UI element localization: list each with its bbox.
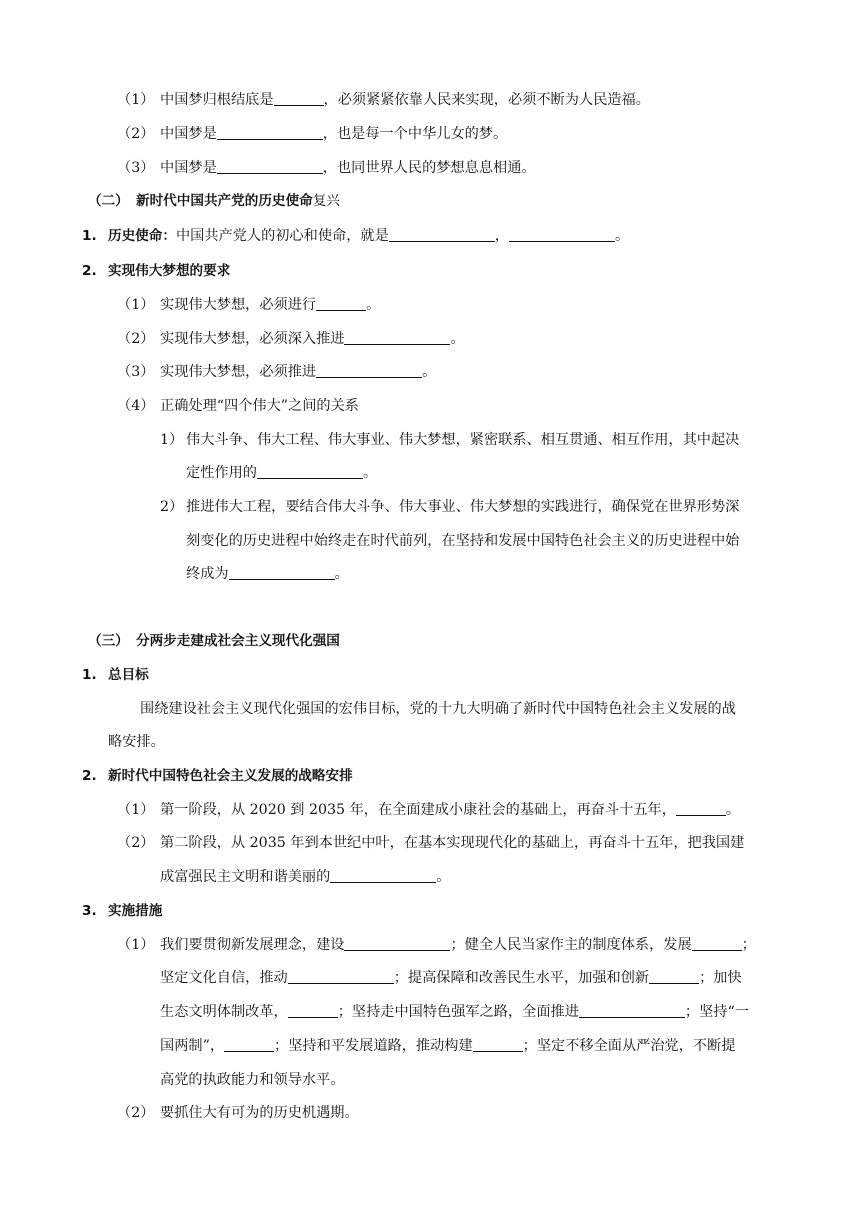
heading-title: 总目标 [108, 667, 149, 683]
item-4 [117, 295, 380, 315]
sub-item-text: 定性作用的 [186, 465, 257, 481]
sub-item-1-cont [186, 463, 377, 483]
fill-in-blank[interactable] [692, 936, 742, 951]
item-text: 。 [450, 331, 465, 347]
item-text: 第一阶段，从 2020 到 2035 年，在全面建成小康社会的基础上，再奋斗十五年， [160, 802, 676, 818]
item-measures-2 [117, 1103, 359, 1123]
fill-in-blank[interactable] [288, 969, 394, 984]
heading-text: 。 [615, 228, 630, 244]
item-measures-1-cont [160, 1002, 749, 1022]
item-number: （2） [117, 331, 155, 347]
heading-number: 3. [82, 903, 97, 919]
fill-in-blank[interactable] [344, 330, 450, 345]
item-measures-1-cont [160, 1070, 344, 1090]
fill-in-blank[interactable] [579, 1003, 685, 1018]
heading-text: 中国共产党人的初心和使命，就是 [175, 228, 389, 244]
fill-in-blank[interactable] [509, 227, 615, 242]
item-text: ；提高保障和改善民生水平，加强和创新 [393, 970, 650, 986]
item-stage-2 [117, 833, 744, 853]
sub-item-text: 。 [334, 566, 349, 582]
item-stage-1 [117, 800, 740, 820]
item-measures-1-cont [160, 968, 742, 988]
item-text: 坚定文化自信，推动 [160, 970, 288, 986]
item-text: 正确处理“四个伟大”之间的关系 [160, 398, 359, 414]
item-text: 实现伟大梦想，必须推进 [160, 364, 317, 380]
item-text: ；健全人民当家作主的制度体系，发展 [450, 937, 692, 953]
item-1 [117, 90, 650, 110]
section-number: （二） [88, 193, 129, 209]
heading-requirements [82, 261, 230, 281]
section-title-tail: 复兴 [312, 193, 340, 209]
item-measures-1-cont [160, 1036, 735, 1056]
item-number: （2） [117, 1105, 155, 1121]
section-heading-3 [88, 631, 340, 651]
item-7 [117, 396, 359, 416]
heading-mission [82, 226, 629, 246]
heading-title: 实施措施 [108, 903, 163, 919]
paragraph-goal [140, 699, 736, 719]
item-text: ，必须紧紧依靠人民来实现，必须不断为人民造福。 [323, 92, 650, 108]
item-text: 。 [366, 297, 381, 313]
item-text: ，也是每一个中华儿女的梦。 [322, 126, 508, 142]
section-number: （三） [88, 633, 129, 649]
heading-number: 1. [82, 667, 97, 683]
item-text: 中国梦是 [160, 160, 217, 176]
fill-in-blank[interactable] [257, 464, 363, 479]
item-text: ；加快 [699, 970, 742, 986]
sub-item-number: 1） [160, 432, 184, 448]
heading-number: 2. [82, 768, 97, 784]
sub-item-text: 终成为 [186, 566, 229, 582]
fill-in-blank[interactable] [229, 565, 335, 580]
section-title: 新时代中国共产党的历史使命 [136, 193, 313, 209]
heading-number: 1. [82, 228, 97, 244]
item-text: ；坚持走中国特色强军之路，全面推进 [337, 1004, 579, 1020]
fill-in-blank[interactable] [330, 868, 436, 883]
paragraph-goal-cont [108, 732, 165, 752]
item-text: ； [741, 937, 756, 953]
item-text: 要抓住大有可为的历史机遇期。 [160, 1105, 359, 1121]
item-measures-1 [117, 935, 756, 955]
heading-strategy [82, 766, 353, 786]
item-text: 成富强民主文明和谐美丽的 [160, 869, 331, 885]
item-text: ；坚持和平发展道路，推动构建 [274, 1038, 473, 1054]
item-number: （1） [117, 92, 155, 108]
fill-in-blank[interactable] [274, 91, 324, 106]
item-3 [117, 158, 536, 178]
sub-item-1 [160, 430, 739, 450]
item-text: 。 [725, 802, 741, 818]
fill-in-blank[interactable] [316, 296, 366, 311]
sub-item-text: 推进伟大工程，要结合伟大斗争、伟大事业、伟大梦想的实践进行，确保党在世界形势深 [186, 499, 740, 515]
item-text: ，也同世界人民的梦想息息相通。 [322, 160, 536, 176]
sub-item-text: 刻变化的历史进程中始终走在时代前列，在坚持和发展中国特色社会主义的历史进程中始 [186, 533, 740, 549]
item-text: ；坚定不移全面从严治党，不断提 [522, 1038, 736, 1054]
fill-in-blank[interactable] [389, 227, 495, 242]
sub-item-2-cont [186, 564, 349, 584]
fill-in-blank[interactable] [676, 801, 726, 816]
item-text: 。 [422, 364, 437, 380]
sub-item-text: 伟大斗争、伟大工程、伟大事业、伟大梦想，紧密联系、相互贯通、相互作用，其中起决 [186, 432, 740, 448]
section-title: 分两步走建成社会主义现代化强国 [136, 633, 340, 649]
sub-item-number: 2） [160, 499, 184, 515]
item-text: 实现伟大梦想，必须进行 [160, 297, 317, 313]
item-number: （2） [117, 126, 155, 142]
item-6 [117, 362, 436, 382]
item-number: （1） [117, 937, 155, 953]
item-number: （1） [117, 297, 155, 313]
item-stage-2-cont [160, 867, 450, 887]
sub-item-2 [160, 497, 739, 517]
item-text: 。 [436, 869, 451, 885]
heading-number: 2. [82, 263, 97, 279]
item-text: 第二阶段，从 2035 年到本世纪中叶，在基本实现现代化的基础上，再奋斗十五年，把我国建 [160, 835, 745, 851]
item-number: （2） [117, 835, 155, 851]
paragraph-text: 围绕建设社会主义现代化强国的宏伟目标，党的十九大明确了新时代中国特色社会主义发展的战 [140, 701, 736, 717]
item-number: （4） [117, 398, 155, 414]
sub-item-text: 。 [362, 465, 378, 481]
item-text: 中国梦归根结底是 [160, 92, 274, 108]
fill-in-blank[interactable] [316, 363, 422, 378]
item-text: 高党的执政能力和领导水平。 [160, 1072, 345, 1088]
item-number: （3） [117, 160, 155, 176]
item-5 [117, 329, 465, 349]
heading-title: 实现伟大梦想的要求 [108, 263, 231, 279]
heading-title: 历史使命： [108, 228, 176, 244]
fill-in-blank[interactable] [649, 969, 699, 984]
fill-in-blank[interactable] [344, 936, 450, 951]
sub-item-2-cont [186, 531, 739, 551]
item-text: 国两制”， [160, 1038, 225, 1054]
item-text: 生态文明体制改革， [160, 1004, 288, 1020]
item-text: 我们要贯彻新发展理念，建设 [160, 937, 345, 953]
section-heading-2 [88, 191, 340, 211]
heading-measures [82, 901, 162, 921]
item-2 [117, 124, 507, 144]
item-text: 实现伟大梦想，必须深入推进 [160, 331, 345, 347]
item-text: 中国梦是 [160, 126, 217, 142]
item-number: （3） [117, 364, 155, 380]
heading-text: ， [494, 228, 509, 244]
heading-overall-goal [82, 665, 149, 685]
fill-in-blank[interactable] [217, 159, 323, 174]
heading-title: 新时代中国特色社会主义发展的战略安排 [108, 768, 353, 784]
fill-in-blank[interactable] [224, 1037, 274, 1052]
paragraph-text: 略安排。 [108, 734, 165, 750]
fill-in-blank[interactable] [288, 1003, 338, 1018]
item-number: （1） [117, 802, 155, 818]
fill-in-blank[interactable] [217, 125, 323, 140]
item-text: ；坚持“一 [684, 1004, 749, 1020]
fill-in-blank[interactable] [473, 1037, 523, 1052]
